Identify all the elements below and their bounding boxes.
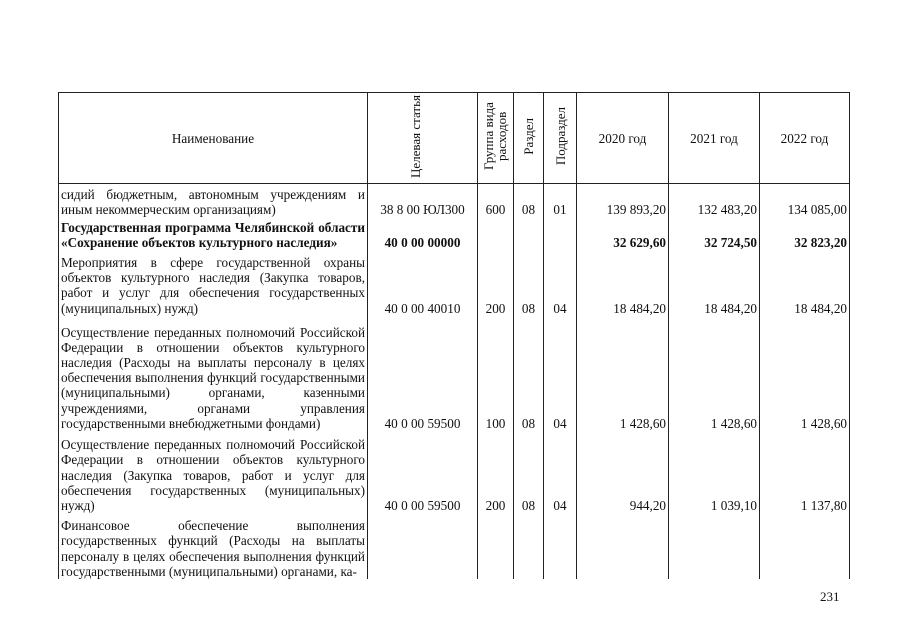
row-section [514,513,544,579]
table-row [59,431,850,513]
row-value-2020: 32 629,60 [577,217,669,250]
row-expense-group: 600 [478,184,514,217]
header-name: Наименование [59,93,368,184]
row-subsection: 04 [544,316,577,431]
row-value-2020: 944,20 [577,431,669,513]
row-value-2020: 139 893,20 [577,184,669,217]
row-name: Осуществление переданных полномочий Российской Федерации в отношении объектов культурного наследия (Закупка товаров, работ и услуг для обеспечения государственных (муниципальных) нужд) [59,431,368,513]
header-2021: 2021 год [669,93,760,184]
row-name: Осуществление переданных полномочий Российской Федерации в отношении объектов культурного наследия (Расходы на выплаты персоналу в целях обеспечения выполнения функций государственными (муниципальными) органами, казенными учреждениями, органами управления государственными внебюджетными фондами) [59,316,368,431]
row-subsection: 04 [544,250,577,316]
row-expense-group [478,513,514,579]
row-value-2020 [577,513,669,579]
row-value-2021: 18 484,20 [669,250,760,316]
row-subsection [544,513,577,579]
header-section: Раздел [514,93,544,184]
row-value-2020: 1 428,60 [577,316,669,431]
row-subsection: 04 [544,431,577,513]
header-row [59,93,850,184]
row-target-article: 40 0 00 40010 [368,250,478,316]
row-value-2022: 1 428,60 [760,316,850,431]
row-target-article: 40 0 00 00000 [368,217,478,250]
header-target-article: Целевая статья [368,93,478,184]
budget-table [58,92,850,579]
header-2022: 2022 год [760,93,850,184]
table-row [59,217,850,250]
row-value-2022: 18 484,20 [760,250,850,316]
row-name: сидий бюджетным, автономным учреждениям и иным некоммерческим организациям) [59,184,368,217]
table-row [59,184,850,217]
table-row [59,250,850,316]
row-section: 08 [514,431,544,513]
row-expense-group: 200 [478,250,514,316]
row-value-2022: 32 823,20 [760,217,850,250]
table-row [59,316,850,431]
row-expense-group: 100 [478,316,514,431]
header-expense-group: Группа вида расходов [478,93,514,184]
row-subsection [544,217,577,250]
row-section: 08 [514,184,544,217]
page-number: 231 [820,589,840,604]
header-subsection: Подраздел [544,93,577,184]
row-name: Финансовое обеспечение выполнения государственных функций (Расходы на выплаты персоналу в целях обеспечения выполнения функций государственными (муниципальными) органами, ка- [59,513,368,579]
row-value-2022: 1 137,80 [760,431,850,513]
row-value-2021: 32 724,50 [669,217,760,250]
row-expense-group [478,217,514,250]
row-target-article: 40 0 00 59500 [368,316,478,431]
row-value-2021: 1 428,60 [669,316,760,431]
row-subsection: 01 [544,184,577,217]
row-value-2021 [669,513,760,579]
row-section: 08 [514,316,544,431]
row-name: Государственная программа Челябинской области «Сохранение объектов культурного наследия» [59,217,368,250]
table-row [59,513,850,579]
row-value-2022: 134 085,00 [760,184,850,217]
row-value-2021: 1 039,10 [669,431,760,513]
row-section: 08 [514,250,544,316]
row-target-article [368,513,478,579]
row-name: Мероприятия в сфере государственной охраны объектов культурного наследия (Закупка товаров, работ и услуг для обеспечения государственных (муниципальных) нужд) [59,250,368,316]
header-2020: 2020 год [577,93,669,184]
row-value-2021: 132 483,20 [669,184,760,217]
row-value-2020: 18 484,20 [577,250,669,316]
row-expense-group: 200 [478,431,514,513]
row-section [514,217,544,250]
row-target-article: 40 0 00 59500 [368,431,478,513]
row-value-2022 [760,513,850,579]
row-target-article: 38 8 00 ЮЛ300 [368,184,478,217]
